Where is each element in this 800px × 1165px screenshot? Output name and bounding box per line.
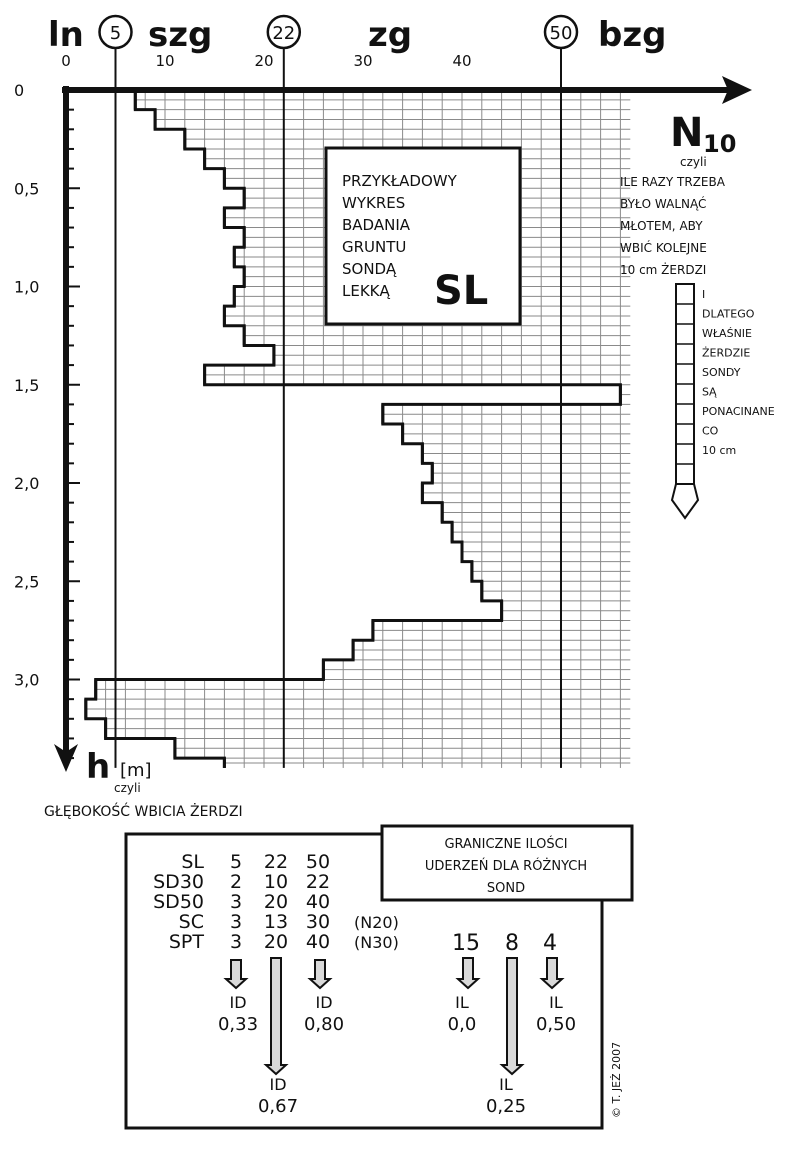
- y-tick-1,5: 1,5: [14, 375, 40, 395]
- il-result-1-value: 0,0: [447, 1014, 477, 1035]
- depth-czyli: czyli: [114, 781, 141, 795]
- note-line-1: PRZYKŁADOWY: [342, 172, 457, 190]
- limit-SD30-2: 10: [263, 871, 289, 893]
- limits-title-line-2: UDERZEŃ DLA RÓŻNYCH: [424, 859, 588, 874]
- y-tick-2,5: 2,5: [14, 572, 40, 592]
- id-result-2-symbol: ID: [315, 993, 333, 1012]
- limit-SD30-3: 22: [305, 871, 331, 893]
- zone-label-bzg: bzg: [598, 15, 667, 55]
- n10-line-5: 10 cm ŻERDZI: [620, 263, 707, 277]
- il-result-3-value: 0,25: [485, 1096, 527, 1117]
- probe-SPT: SPT: [168, 931, 204, 953]
- limit-SL-1: 5: [229, 851, 243, 873]
- limit-SPT-3: 40: [305, 931, 331, 953]
- rod-text-5: SONDY: [702, 366, 741, 379]
- limits-arrows: [226, 958, 562, 1074]
- limit-SC-1: 3: [229, 911, 243, 933]
- limits-title-line-3: SOND: [486, 881, 526, 896]
- limit-SPT-2: 20: [263, 931, 289, 953]
- n10-czyli: czyli: [680, 155, 707, 169]
- rod-text-9: 10 cm: [702, 444, 737, 457]
- il-value-3: 4: [543, 931, 557, 956]
- id-result-3-symbol: ID: [269, 1075, 287, 1094]
- boundary-label-5: 5: [109, 23, 122, 44]
- x-tick-0: 0: [61, 52, 71, 70]
- arrow-id-3: [266, 958, 286, 1074]
- probe-SD30: SD30: [153, 871, 204, 893]
- note-SC: (N20): [354, 913, 399, 932]
- limits-title-line-1: GRANICZNE ILOŚCI: [444, 837, 568, 852]
- n10-line-2: BYŁO WALNĄĆ: [620, 197, 707, 211]
- limit-SD50-3: 40: [305, 891, 331, 913]
- x-tick-10: 10: [155, 52, 175, 70]
- n10-explanation: [620, 175, 726, 277]
- limit-SD30-1: 2: [229, 871, 243, 893]
- note-SPT: (N30): [354, 933, 399, 952]
- x-tick-30: 30: [353, 52, 373, 70]
- depth-symbol: h: [86, 747, 111, 787]
- arrow-id-1: [226, 960, 246, 988]
- limit-SD50-2: 20: [263, 891, 289, 913]
- n10-line-3: MŁOTEM, ABY: [620, 219, 703, 233]
- arrow-id-2: [310, 960, 330, 988]
- limit-SPT-1: 3: [229, 931, 243, 953]
- sounding-rod-drawing: [672, 284, 698, 518]
- arrow-il-1: [458, 958, 478, 988]
- id-result-1-value: 0,33: [217, 1014, 259, 1035]
- id-result-1-symbol: ID: [229, 993, 247, 1012]
- zone-label-ln: ln: [48, 15, 84, 55]
- limits-table-rows: [153, 851, 399, 953]
- il-result-1-symbol: IL: [455, 993, 469, 1012]
- il-value-2: 8: [505, 931, 519, 956]
- il-result-3-symbol: IL: [499, 1075, 513, 1094]
- sounding-rod-text: [702, 288, 775, 457]
- depth-caption: GŁĘBOKOŚĆ WBICIA ŻERDZI: [44, 804, 243, 820]
- id-result-2-value: 0,80: [303, 1014, 345, 1035]
- il-result-2-symbol: IL: [549, 993, 563, 1012]
- y-tick-3,0: 3,0: [14, 670, 40, 690]
- copyright-note: © T. JEŻ 2007: [610, 1041, 623, 1118]
- limit-SC-3: 30: [305, 911, 331, 933]
- arrow-il-2: [542, 958, 562, 988]
- il-result-2-value: 0,50: [535, 1014, 577, 1035]
- note-line-3: BADANIA: [342, 216, 411, 234]
- boundary-label-50: 50: [549, 23, 573, 44]
- rod-text-8: CO: [702, 424, 719, 438]
- limit-SD50-1: 3: [229, 891, 243, 913]
- note-line-5: SONDĄ: [342, 260, 397, 278]
- x-tick-20: 20: [254, 52, 274, 70]
- y-tick-0: 0: [14, 81, 25, 100]
- x-tick-40: 40: [452, 52, 472, 70]
- boundary-label-22: 22: [272, 23, 296, 44]
- limit-SL-3: 50: [305, 851, 331, 873]
- note-box-sl: SL: [434, 268, 489, 314]
- rod-text-3: WŁAŚNIE: [702, 327, 752, 340]
- note-line-2: WYKRES: [342, 194, 406, 212]
- il-value-1: 15: [452, 931, 480, 956]
- rod-text-4: ŻERDZIE: [702, 346, 751, 360]
- y-tick-0,5: 0,5: [14, 179, 40, 199]
- probe-SD50: SD50: [153, 891, 204, 913]
- arrow-il-3: [502, 958, 522, 1074]
- note-line-6: LEKKĄ: [342, 282, 390, 300]
- limit-SC-2: 13: [263, 911, 289, 933]
- n10-subscript: 10: [703, 130, 737, 158]
- rod-text-1: I: [702, 288, 706, 301]
- limit-SL-2: 22: [263, 851, 289, 873]
- rod-text-2: DLATEGO: [702, 307, 755, 321]
- n10-line-1: ILE RAZY TRZEBA: [620, 175, 725, 189]
- probe-SL: SL: [181, 851, 204, 873]
- rod-text-7: PONACINANE: [702, 405, 775, 418]
- rod-text-6: SĄ: [702, 385, 717, 399]
- id-result-3-value: 0,67: [257, 1096, 299, 1117]
- y-tick-2,0: 2,0: [14, 474, 40, 493]
- depth-unit: [m]: [120, 760, 152, 781]
- zone-label-zg: zg: [368, 15, 413, 55]
- y-tick-labels: [14, 81, 80, 758]
- n10-line-4: WBIĆ KOLEJNE: [620, 241, 707, 255]
- probe-SC: SC: [178, 911, 204, 933]
- note-line-4: GRUNTU: [342, 238, 407, 256]
- rod-tip: [672, 484, 698, 518]
- y-tick-1,0: 1,0: [14, 277, 40, 297]
- n10-symbol: N: [670, 110, 704, 156]
- zone-label-szg: szg: [148, 15, 213, 55]
